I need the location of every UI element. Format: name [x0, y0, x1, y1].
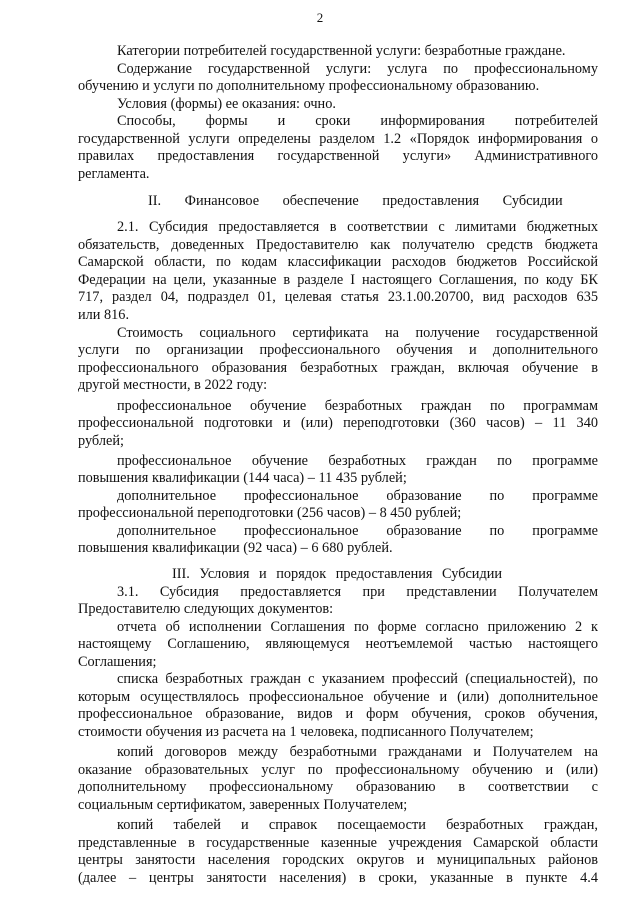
text-line: дополнительное профессиональное образование по программе: [117, 523, 598, 539]
text-line: профессиональное обучение безработных граждан по программе: [117, 453, 598, 469]
text-line: центры занятости населения городских округов и муниципальных районов: [78, 852, 598, 868]
page-number: 2: [316, 10, 324, 25]
text-line: услуги по организации профессионального обучения и дополнительного: [78, 342, 598, 358]
text-line: повышения квалификации (144 часа) – 11 435 рублей;: [78, 470, 407, 486]
section-heading: III. Условия и порядок предоставления Субсидии: [172, 566, 503, 582]
text-line: профессиональное обучение безработных граждан по программам: [117, 398, 598, 414]
text-line: Содержание государственной услуги: услуга по профессиональному: [117, 61, 598, 77]
text-line: повышения квалификации (92 часа) – 6 680 рублей.: [78, 540, 393, 556]
text-line: или 816.: [78, 307, 130, 323]
text-line: стоимости обучения из расчета на 1 человека, подписанного Получателем;: [78, 724, 534, 740]
text-line: отчета об исполнении Соглашения по форме согласно приложению 2 к: [117, 619, 598, 635]
text-line: Категории потребителей государственной услуги: безработные граждане.: [117, 43, 566, 59]
text-line: профессиональной подготовки и (или) переподготовки (360 часов) – 11 340: [78, 415, 598, 431]
text-line: обязательств, доведенных Предоставителю как получателю средств бюджета: [78, 237, 598, 253]
text-line: Предоставителю следующих документов:: [78, 601, 334, 617]
text-line: Стоимость социального сертификата на получение государственной: [117, 325, 598, 341]
text-line: Самарской области, по кодам классификации расходов бюджетов Российской: [78, 254, 598, 270]
text-line: представленные в государственные казенные учреждения Самарской области: [78, 835, 598, 851]
text-line: копий табелей и справок посещаемости безработных граждан,: [117, 817, 598, 833]
text-line: регламента.: [78, 166, 150, 182]
section-heading: II. Финансовое обеспечение предоставления Субсидии: [148, 193, 563, 209]
text-line: социальным сертификатом, заверенных Получателем;: [78, 797, 408, 813]
text-line: дополнительное профессиональное образование по программе: [117, 488, 598, 504]
text-line: списка безработных граждан с указанием профессий (специальностей), по: [117, 671, 598, 687]
text-line: государственной услуги определены разделом 1.2 «Порядок информирования о: [78, 131, 598, 147]
text-line: рублей;: [78, 433, 124, 449]
text-line: дополнительному профессиональному образованию в соответствии с: [78, 779, 598, 795]
text-line: Соглашения;: [78, 654, 157, 670]
text-line: другой местности, в 2022 году:: [78, 377, 268, 393]
text-line: 2.1. Субсидия предоставляется в соответствии с лимитами бюджетных: [117, 219, 598, 235]
text-line: которым осуществлялось профессиональное обучение и (или) дополнительное: [78, 689, 598, 705]
text-line: 3.1. Субсидия предоставляется при представлении Получателем: [117, 584, 598, 600]
text-line: копий договоров между безработными гражданами и Получателем на: [117, 744, 598, 760]
text-line: Способы, формы и сроки информирования потребителей: [117, 113, 598, 129]
text-line: (далее – центры занятости населения) в сроки, указанные в пункте 4.4: [78, 870, 598, 886]
text-line: 717, раздел 04, подраздел 01, целевая статья 23.1.00.20700, вид расходов 635: [78, 289, 598, 305]
text-line: обучению и услуги по дополнительному профессиональному образованию.: [78, 78, 540, 94]
text-line: настоящему Соглашению, являющемуся неотъемлемой частью настоящего: [78, 636, 598, 652]
text-line: профессионального образования безработных граждан, включая обучение в: [78, 360, 598, 376]
text-line: профессиональное образование, видов и форм обучения, сроков обучения,: [78, 706, 598, 722]
text-line: Федерации на цели, указанные в разделе I настоящего Соглашения, по коду БК: [78, 272, 598, 288]
text-line: профессиональной переподготовки (256 часов) – 8 450 рублей;: [78, 505, 462, 521]
text-line: правилах предоставления государственной услуги» Административного: [78, 148, 598, 164]
text-line: оказание образовательных услуг по профессиональному обучению и (или): [78, 762, 598, 778]
text-line: Условия (формы) ее оказания: очно.: [117, 96, 336, 112]
